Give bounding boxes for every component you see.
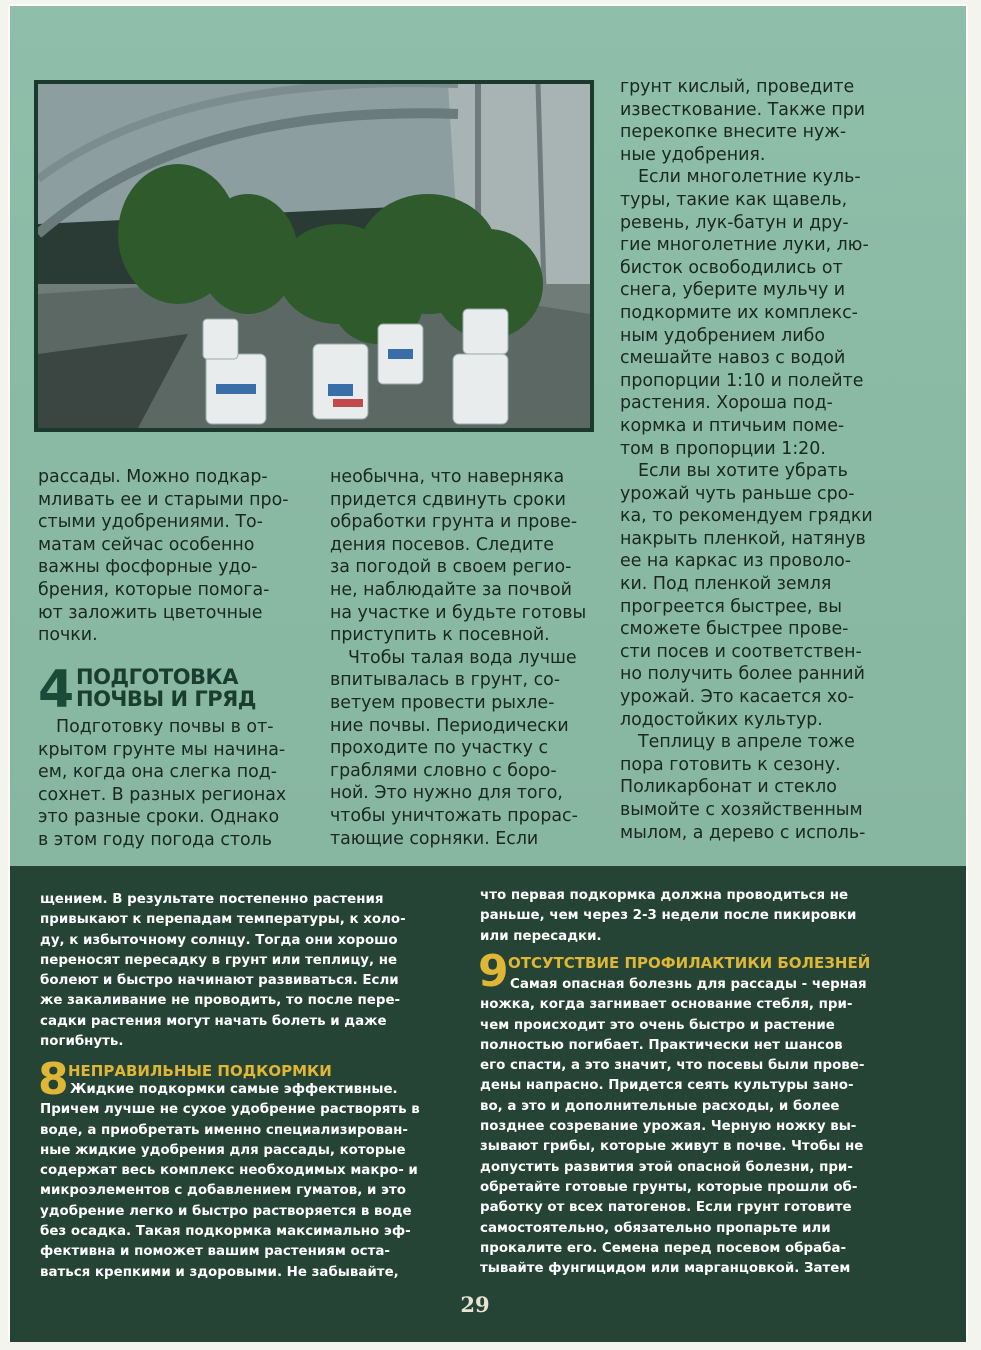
column-1-top-text <box>38 466 310 647</box>
text-line: бисток освободились от <box>620 257 843 278</box>
text-line: зывают грибы, которые живут в почве. Чтобы не <box>480 1139 864 1155</box>
text-line: в этом году погода столь <box>38 829 273 850</box>
text-line: урожай чуть раньше сро- <box>620 483 855 504</box>
text-line: придется сдвинуть сроки <box>330 489 566 510</box>
text-line: ду, к избыточному солнцу. Тогда они хорошо <box>40 932 398 948</box>
column-3-text <box>620 76 895 844</box>
text-line: Если вы хотите убрать <box>638 461 848 482</box>
text-line: мылом, а дерево с исполь- <box>620 822 866 843</box>
text-line: впитывалась в грунт, со- <box>330 670 561 691</box>
text-line: урожай. Это касается хо- <box>620 687 855 708</box>
page-number: 29 <box>460 1292 490 1317</box>
text-line: чем происходит это очень быстро и растение <box>480 1017 835 1033</box>
text-line: известкование. Также при <box>620 99 866 120</box>
text-line: его спасти, а это значит, что посевы были прове- <box>480 1058 865 1074</box>
lower-right-top-text <box>480 886 900 947</box>
text-line: смешайте навоз с водой <box>620 348 846 369</box>
text-line: ревень, лук-батун и дру- <box>620 212 849 233</box>
text-line: во, а это и дополнительные расходы, и более <box>480 1098 840 1114</box>
text-line: раньше, чем через 2-3 недели после пикировки <box>480 908 857 924</box>
section-title-line: ПОДГОТОВКА <box>76 665 238 689</box>
section-title: НЕПРАВИЛЬНЫЕ ПОДКОРМКИ <box>68 1062 332 1080</box>
text-line: садки растения могут начать болеть и даже <box>40 1013 387 1029</box>
text-line: ваться крепкими и здоровыми. Не забывайте, <box>40 1264 399 1280</box>
text-line: болеют и быстро начинают развиваться. Если <box>40 973 399 989</box>
text-line: за погодой в своем регио- <box>330 557 572 578</box>
text-line: ние почвы. Периодически <box>330 715 569 736</box>
column-1-bottom-text <box>38 716 310 852</box>
text-line: Самая опасная болезнь для рассады - черная <box>510 977 867 992</box>
text-line: но получить более ранний <box>620 664 865 685</box>
text-line: необычна, что наверняка <box>330 467 565 487</box>
text-line: что первая подкормка должна проводиться не <box>480 888 849 903</box>
text-line: граблями словно с боро- <box>330 760 557 781</box>
text-line: Теплицу в апреле тоже <box>638 732 855 753</box>
text-line: Подготовку почвы в от- <box>56 717 274 737</box>
text-line: позднее созревание урожая. Черную ножку вы- <box>480 1119 857 1135</box>
text-line: подкормите их комплекс- <box>620 302 858 323</box>
text-line: чтобы уничтожать прорас- <box>330 805 578 826</box>
text-line: ка, то рекомендуем грядки <box>620 506 873 527</box>
text-line: рассады. Можно подкар- <box>38 467 268 487</box>
section-title: ОТСУТСТВИЕ ПРОФИЛАКТИКИ БОЛЕЗНЕЙ <box>508 954 871 972</box>
lower-left-bottom-text <box>40 1080 460 1283</box>
text-line: обработки грунта и прове- <box>330 512 578 533</box>
text-line: тающие сорняки. Если <box>330 828 539 849</box>
text-line: ным удобрением либо <box>620 325 825 346</box>
text-line: воде, а приобретать именно специализирован- <box>40 1122 408 1138</box>
text-line: кормка и птичьим поме- <box>620 415 845 436</box>
text-line: без осадка. Такая подкормка максимально эф- <box>40 1224 411 1240</box>
section-number: 4 <box>38 660 75 720</box>
text-line: пора готовить к сезону. <box>620 754 841 775</box>
lower-right-bottom-text <box>480 975 900 1279</box>
text-line: том в пропорции 1:20. <box>620 438 826 459</box>
text-line: дения посевов. Следите <box>330 534 554 555</box>
text-line: обретайте готовые грунты, которые прошли об- <box>480 1179 858 1195</box>
text-line: мливать ее и старыми про- <box>38 489 289 510</box>
text-line: микроэлементов с добавлением гуматов, и это <box>40 1183 406 1199</box>
text-line: гие многолетние луки, лю- <box>620 235 869 256</box>
text-line: на участке и будьте готовы <box>330 602 587 623</box>
text-line: или пересадки. <box>480 928 602 944</box>
greenhouse-seedlings-photo <box>34 80 594 432</box>
text-line: погибнуть. <box>40 1034 124 1050</box>
text-line: растения. Хороша под- <box>620 393 833 414</box>
text-line: Если многолетние куль- <box>638 167 861 188</box>
text-line: туры, такие как щавель, <box>620 189 848 210</box>
text-line: прокалите его. Семена перед посевом обраба- <box>480 1240 847 1256</box>
text-line: накрыть пленкой, натянув <box>620 528 866 549</box>
text-line: перекопке внесите нуж- <box>620 122 847 143</box>
text-line: грунт кислый, проведите <box>620 77 855 97</box>
text-line: вымойте с хозяйственным <box>620 800 863 820</box>
column-2-text <box>330 466 606 850</box>
text-line: ножка, когда загнивает основание стебля, при- <box>480 997 853 1013</box>
text-line: ные удобрения. <box>620 144 766 165</box>
text-line: фективна и поможет вашим растениям оста- <box>40 1244 390 1260</box>
text-line: стыми удобрениями. То- <box>38 512 263 533</box>
text-line: удобрение легко и быстро растворяется в воде <box>40 1203 412 1219</box>
text-line: снега, уберите мульчу и <box>620 280 846 301</box>
text-line: ветуем провести рыхле- <box>330 692 555 713</box>
text-line: переносят пересадку в грунт или теплицу, не <box>40 952 398 968</box>
section-title-line: ПОЧВЫ И ГРЯД <box>76 687 257 711</box>
text-line: ем, когда она слегка под- <box>38 762 278 783</box>
photo-illustration <box>38 84 590 428</box>
text-line: не, наблюдайте за почвой <box>330 579 572 600</box>
text-line: работку от всех патогенов. Если грунт готовите <box>480 1200 852 1216</box>
text-line: ют заложить цветочные <box>38 602 263 623</box>
text-line: пропорции 1:10 и полейте <box>620 370 864 391</box>
text-line: почки. <box>38 625 98 646</box>
text-line: ки. Под пленкой земля <box>620 574 832 595</box>
text-line: содержат весь комплекс необходимых макро- и <box>40 1163 418 1179</box>
text-line: Чтобы талая вода лучше <box>348 647 577 668</box>
text-line: Жидкие подкормки самые эффективные. <box>70 1082 398 1097</box>
text-line: допустить развития этой опасной болезни, при- <box>480 1159 853 1175</box>
text-line: ной. Это нужно для того, <box>330 783 563 804</box>
text-line: сохнет. В разных регионах <box>38 784 287 805</box>
text-line: щением. В результате постепенно растения <box>40 892 384 907</box>
text-line: прогреется быстрее, вы <box>620 596 842 617</box>
text-line: сти посев и соответствен- <box>620 641 862 662</box>
text-line: ее на каркас из проволо- <box>620 551 851 572</box>
section-4-heading <box>38 660 313 720</box>
text-line: Поликарбонат и стекло <box>620 777 837 798</box>
text-line: привыкают к перепадам температуры, к холо- <box>40 912 406 928</box>
section-number: 8 <box>38 1054 69 1105</box>
section-number: 9 <box>478 946 509 997</box>
text-line: сможете быстрее прове- <box>620 619 849 640</box>
text-line: лодостойких культур. <box>620 709 823 730</box>
text-line: проходите по участку с <box>330 738 549 759</box>
text-line: тывайте фунгицидом или марганцовкой. Затем <box>480 1261 851 1277</box>
text-line: это разные сроки. Однако <box>38 807 280 828</box>
text-line: дены напрасно. Придется сеять культуры зано- <box>480 1078 854 1094</box>
text-line: Причем лучше не сухое удобрение растворять в <box>40 1102 420 1118</box>
text-line: матам сейчас особенно <box>38 534 255 555</box>
lower-left-top-text <box>40 890 460 1052</box>
text-line: ные жидкие удобрения для рассады, которые <box>40 1142 406 1158</box>
text-line: приступить к посевной. <box>330 625 550 646</box>
text-line: самостоятельно, обязательно пропарьте или <box>480 1220 831 1236</box>
text-line: важны фосфорные удо- <box>38 557 258 578</box>
text-line: брения, которые помога- <box>38 579 270 600</box>
text-line: же закаливание не проводить, то после пере- <box>40 993 401 1009</box>
text-line: полностью погибает. Практически нет шансов <box>480 1037 843 1053</box>
text-line: крытом грунте мы начина- <box>38 739 286 760</box>
